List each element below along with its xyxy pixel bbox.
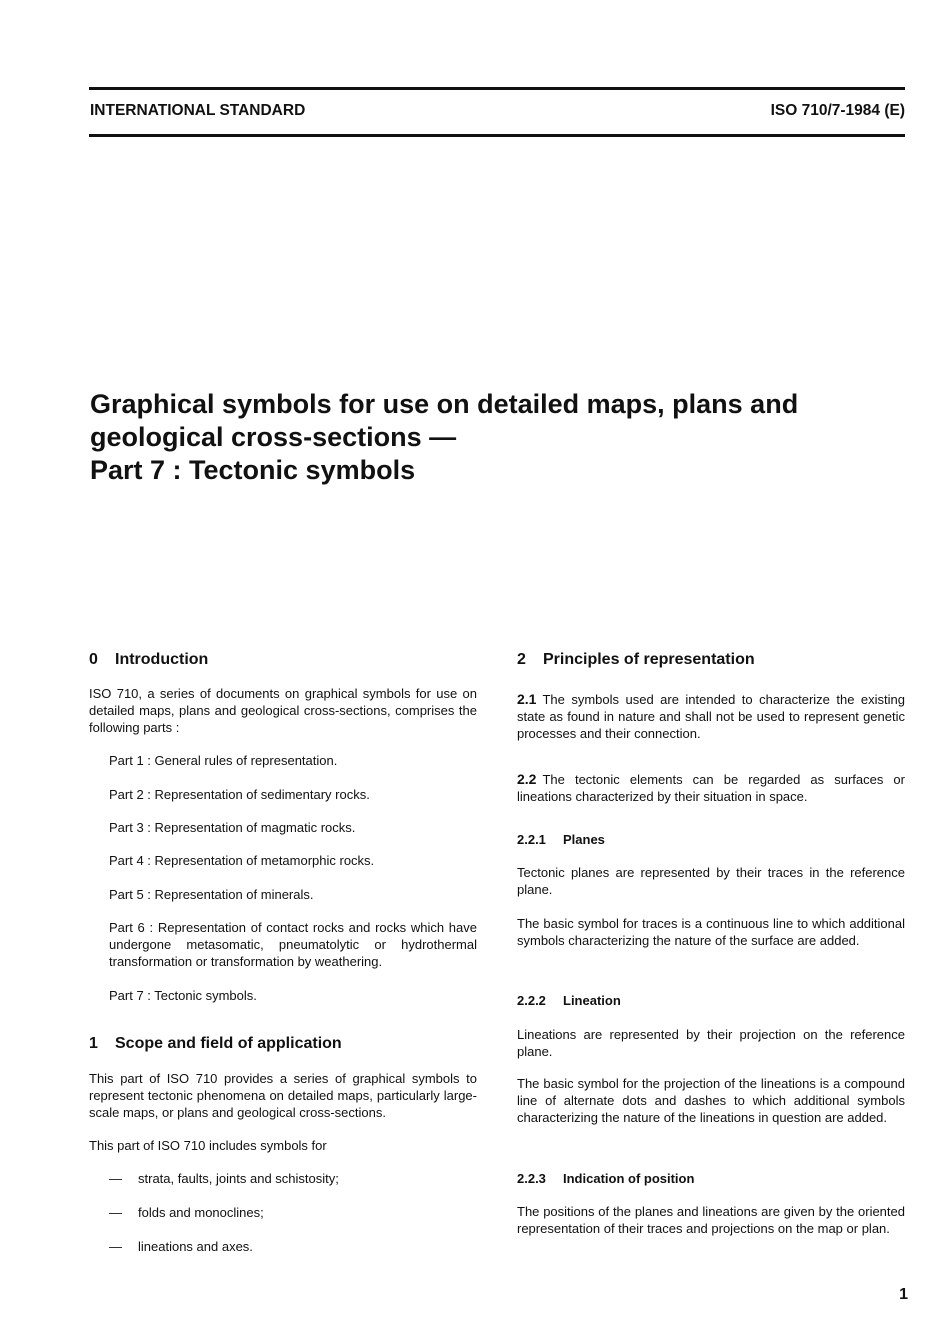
subclause-title: Indication of position bbox=[563, 1171, 695, 1186]
lineation-paragraph-1: Lineations are represented by their projection on the reference plane. bbox=[517, 1027, 905, 1059]
subclause-number: 2.2.2 bbox=[517, 993, 546, 1008]
principles-heading bbox=[517, 650, 905, 670]
scope-includes-paragraph: This part of ISO 710 includes symbols for bbox=[89, 1138, 327, 1153]
planes-heading bbox=[517, 831, 905, 848]
header-standard-label: INTERNATIONAL STANDARD bbox=[90, 102, 306, 119]
part-7-item: Part 7 : Tectonic symbols. bbox=[109, 988, 257, 1003]
header-bottom-rule bbox=[89, 134, 905, 137]
top-rule bbox=[89, 87, 905, 90]
planes-paragraph-1: Tectonic planes are represented by their traces in the reference plane. bbox=[517, 865, 905, 897]
clause-2-1-paragraph bbox=[517, 691, 905, 742]
position-paragraph: The positions of the planes and lineations are given by the oriented representation of their traces and projections on the map or plan. bbox=[517, 1204, 905, 1236]
scope-heading bbox=[89, 1034, 477, 1054]
part-5-item: Part 5 : Representation of minerals. bbox=[109, 887, 314, 902]
section-number: 2 bbox=[517, 651, 526, 668]
planes-paragraph-2: The basic symbol for traces is a continuous line to which additional symbols characterizing the nature of the surface are added. bbox=[517, 916, 905, 948]
scope-paragraph: This part of ISO 710 provides a series of graphical symbols to represent tectonic phenomena on detailed maps, particularly large-scale maps, or plans and geological cross-sections. bbox=[89, 1071, 477, 1120]
clause-text: The tectonic elements can be regarded as surfaces or lineations characterized by their situation in space. bbox=[517, 772, 905, 804]
list-item bbox=[109, 1170, 477, 1187]
document-title bbox=[90, 388, 910, 487]
lineation-paragraph-2: The basic symbol for the projection of the lineations is a compound line of alternate dots and dashes to which additional symbols characterizing the nature of the lineations in question are added. bbox=[517, 1076, 905, 1125]
clause-number: 2.2 bbox=[517, 771, 537, 787]
position-heading bbox=[517, 1170, 905, 1187]
subclause-title: Planes bbox=[563, 832, 605, 847]
list-item-text: lineations and axes. bbox=[138, 1239, 253, 1254]
section-number: 1 bbox=[89, 1035, 98, 1052]
list-item bbox=[109, 1204, 477, 1221]
section-title: Scope and field of application bbox=[115, 1035, 342, 1052]
section-number: 0 bbox=[89, 651, 98, 668]
part-4-item: Part 4 : Representation of metamorphic rocks. bbox=[109, 853, 375, 868]
clause-number: 2.1 bbox=[517, 691, 537, 707]
title-line-3: Part 7 : Tectonic symbols bbox=[90, 455, 416, 485]
clause-2-2-paragraph bbox=[517, 771, 905, 805]
introduction-heading bbox=[89, 650, 477, 670]
page-number: 1 bbox=[899, 1286, 908, 1303]
title-line-2: geological cross-sections — bbox=[90, 422, 457, 452]
part-1-item: Part 1 : General rules of representation. bbox=[109, 753, 338, 768]
list-item bbox=[109, 1238, 477, 1255]
title-line-1: Graphical symbols for use on detailed maps, plans and bbox=[90, 389, 799, 419]
part-3-item: Part 3 : Representation of magmatic rocks. bbox=[109, 820, 356, 835]
subclause-number: 2.2.3 bbox=[517, 1171, 546, 1186]
clause-text: The symbols used are intended to characterize the existing state as found in nature and shall not be used to represent genetic processes and their connection. bbox=[517, 692, 905, 741]
dash-bullet: — bbox=[109, 1171, 122, 1186]
header-document-id: ISO 710/7-1984 (E) bbox=[770, 102, 905, 119]
dash-bullet: — bbox=[109, 1205, 122, 1220]
section-title: Principles of representation bbox=[543, 651, 755, 668]
list-item-text: strata, faults, joints and schistosity; bbox=[138, 1171, 339, 1186]
part-2-item: Part 2 : Representation of sedimentary rocks. bbox=[109, 787, 370, 802]
lineation-heading bbox=[517, 992, 905, 1009]
subclause-title: Lineation bbox=[563, 993, 621, 1008]
part-6-item: Part 6 : Representation of contact rocks and rocks which have undergone metasomatic, pneumatolytic or hydrothermal transformation or transformation by weathering. bbox=[109, 920, 477, 969]
section-title: Introduction bbox=[115, 651, 209, 668]
subclause-number: 2.2.1 bbox=[517, 832, 546, 847]
dash-bullet: — bbox=[109, 1239, 122, 1254]
introduction-paragraph: ISO 710, a series of documents on graphical symbols for use on detailed maps, plans and geological cross-sections, comprises the following parts : bbox=[89, 686, 477, 735]
list-item-text: folds and monoclines; bbox=[138, 1205, 264, 1220]
